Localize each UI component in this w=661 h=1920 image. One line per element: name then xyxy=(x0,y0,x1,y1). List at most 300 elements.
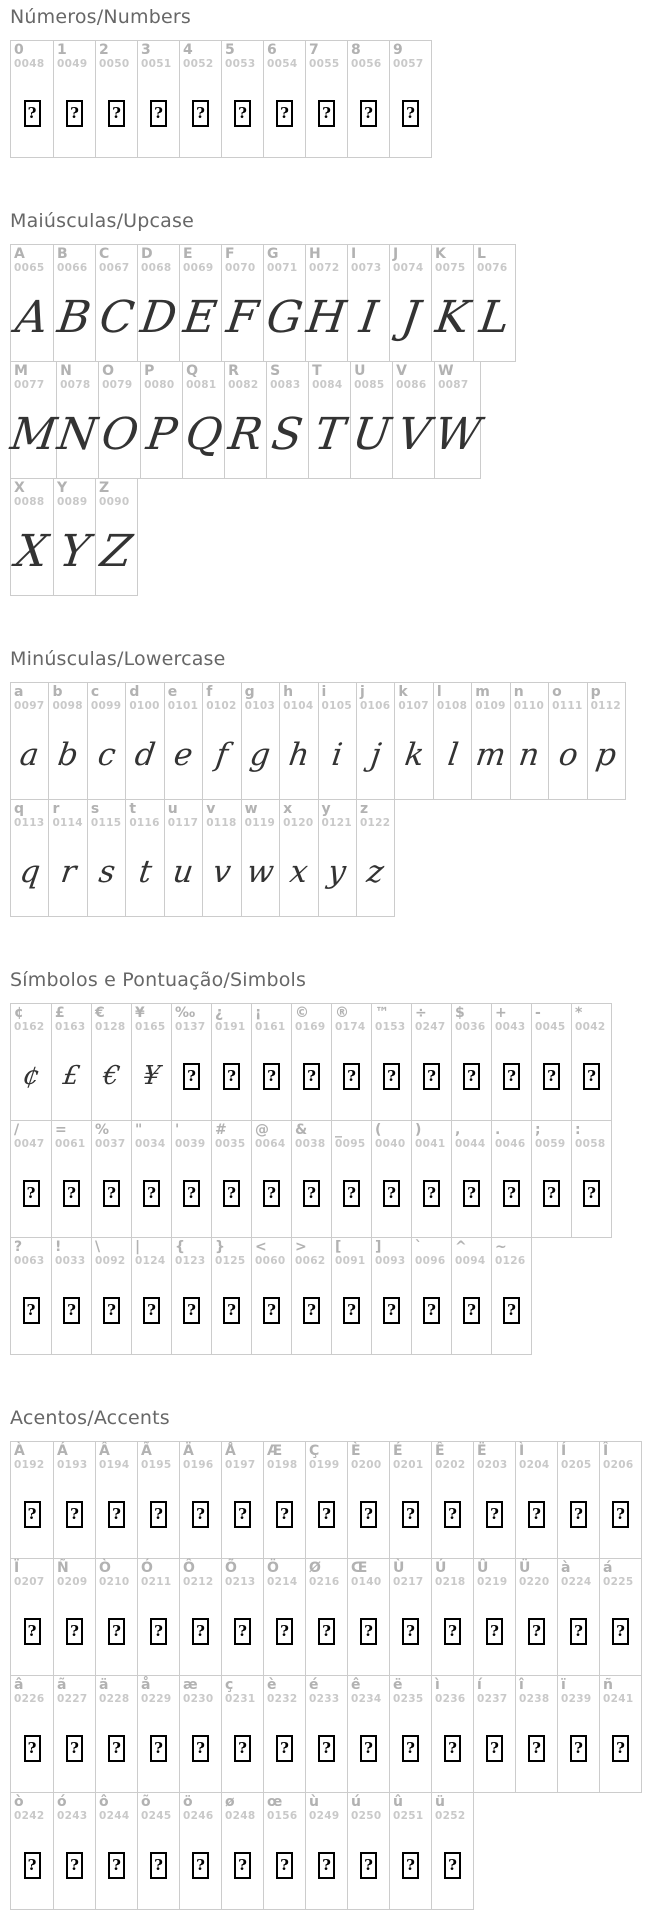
char-code: 0054 xyxy=(267,58,298,70)
char-cell-header xyxy=(492,1238,531,1271)
char-cell xyxy=(95,245,137,361)
question-mark: ? xyxy=(322,1622,331,1640)
missing-glyph-box xyxy=(402,1618,419,1645)
missing-glyph-box xyxy=(570,1735,587,1762)
question-mark: ? xyxy=(616,1622,625,1640)
char-label: d xyxy=(129,684,140,700)
char-code: 0093 xyxy=(375,1255,406,1267)
char-cell xyxy=(48,683,86,799)
char-cell xyxy=(510,683,548,799)
char-cell xyxy=(164,800,202,916)
missing-glyph-box xyxy=(276,100,293,127)
char-cell-header xyxy=(348,41,389,74)
script-glyph: Q xyxy=(181,408,226,460)
missing-glyph-box xyxy=(463,1297,480,1324)
character-map xyxy=(7,6,661,1910)
char-cell-header xyxy=(54,245,95,278)
missing-glyph-box xyxy=(66,1501,83,1528)
char-cell-header xyxy=(372,1004,411,1037)
char-glyph xyxy=(99,395,140,474)
char-label: ó xyxy=(57,1794,67,1810)
char-cell-header xyxy=(203,683,240,716)
char-cell-header xyxy=(92,1238,131,1271)
question-mark: ? xyxy=(574,1505,583,1523)
char-code: 0086 xyxy=(396,379,427,391)
char-label: ú xyxy=(351,1794,361,1810)
char-cell xyxy=(473,1676,515,1792)
question-mark: ? xyxy=(187,1067,196,1085)
char-glyph xyxy=(49,833,86,912)
char-label: ( xyxy=(375,1122,382,1138)
char-code: 0250 xyxy=(351,1810,382,1822)
char-glyph xyxy=(432,1709,473,1788)
char-cell xyxy=(11,1121,51,1237)
char-cell xyxy=(221,245,263,361)
char-code: 0058 xyxy=(575,1138,606,1150)
missing-glyph-box xyxy=(108,1618,125,1645)
char-label: ò xyxy=(14,1794,24,1810)
char-glyph xyxy=(138,1475,179,1554)
char-glyph xyxy=(222,1826,263,1905)
missing-glyph-box xyxy=(570,1501,587,1528)
char-cell-header xyxy=(309,362,350,395)
char-cell-header xyxy=(516,1559,557,1592)
script-glyph: f xyxy=(213,736,231,773)
char-label: I xyxy=(351,246,357,262)
script-glyph: u xyxy=(171,853,197,890)
font-section-numbers xyxy=(10,6,661,158)
char-glyph xyxy=(264,1475,305,1554)
char-cell-header xyxy=(348,1442,389,1475)
char-cell-header xyxy=(357,683,394,716)
char-cell-header xyxy=(11,1559,53,1592)
font-section-symbols xyxy=(10,969,661,1355)
char-code: 0091 xyxy=(335,1255,366,1267)
script-glyph: b xyxy=(55,736,81,773)
script-glyph: q xyxy=(17,853,43,890)
char-label: p xyxy=(590,684,601,700)
char-cell-header xyxy=(11,479,53,512)
char-cell xyxy=(318,800,356,916)
missing-glyph-box xyxy=(318,1501,335,1528)
char-code: 0206 xyxy=(603,1459,634,1471)
char-cell xyxy=(179,1676,221,1792)
char-cell xyxy=(251,1121,291,1237)
char-cell-header xyxy=(472,683,509,716)
char-cell xyxy=(182,362,224,478)
char-glyph xyxy=(600,1592,641,1671)
char-glyph xyxy=(372,1271,411,1350)
char-cell xyxy=(87,683,125,799)
char-label: Â xyxy=(99,1443,110,1459)
char-row xyxy=(10,40,432,158)
char-cell xyxy=(125,800,163,916)
char-glyph xyxy=(393,395,434,474)
char-cell-header xyxy=(99,362,140,395)
char-cell-header xyxy=(138,245,179,278)
script-glyph: K xyxy=(432,291,473,343)
char-cell xyxy=(91,1004,131,1120)
char-code: 0210 xyxy=(99,1576,130,1588)
char-code: 0060 xyxy=(255,1255,286,1267)
char-cell-header xyxy=(348,1559,389,1592)
char-code: 0045 xyxy=(535,1021,566,1033)
char-cell xyxy=(224,362,266,478)
question-mark: ? xyxy=(507,1301,516,1319)
char-cell-header xyxy=(572,1121,611,1154)
missing-glyph-box xyxy=(24,100,41,127)
script-glyph: a xyxy=(18,736,42,773)
char-label: 6 xyxy=(267,42,277,58)
question-mark: ? xyxy=(448,1505,457,1523)
char-cell xyxy=(491,1121,531,1237)
char-cell-header xyxy=(432,1559,473,1592)
char-code: 0051 xyxy=(141,58,172,70)
char-cell xyxy=(347,1676,389,1792)
script-glyph: Y xyxy=(56,525,93,577)
missing-glyph-box xyxy=(402,1501,419,1528)
char-cell-header xyxy=(138,41,179,74)
char-cell xyxy=(303,245,350,361)
char-code: 0249 xyxy=(309,1810,340,1822)
char-glyph xyxy=(292,1271,331,1350)
char-row xyxy=(10,478,138,596)
char-cell-header xyxy=(588,683,625,716)
missing-glyph-box xyxy=(528,1618,545,1645)
char-code: 0174 xyxy=(335,1021,366,1033)
char-cell xyxy=(137,1559,179,1675)
char-cell-header xyxy=(212,1121,251,1154)
char-cell-header xyxy=(600,1559,641,1592)
char-label: & xyxy=(295,1122,308,1138)
missing-glyph-box xyxy=(234,1735,251,1762)
char-code: 0224 xyxy=(561,1576,592,1588)
question-mark: ? xyxy=(406,1622,415,1640)
char-glyph xyxy=(180,1592,221,1671)
char-code: 0213 xyxy=(225,1576,256,1588)
char-label: ` xyxy=(415,1239,422,1255)
question-mark: ? xyxy=(67,1301,76,1319)
char-row xyxy=(10,1237,532,1355)
char-code: 0044 xyxy=(455,1138,486,1150)
char-glyph xyxy=(532,1037,571,1116)
char-cell xyxy=(571,1121,611,1237)
question-mark: ? xyxy=(196,104,205,122)
question-mark: ? xyxy=(406,1739,415,1757)
question-mark: ? xyxy=(406,1505,415,1523)
char-code: 0140 xyxy=(351,1576,382,1588)
char-label: A xyxy=(14,246,25,262)
char-glyph xyxy=(165,833,202,912)
char-label: ¿ xyxy=(215,1005,224,1021)
char-glyph xyxy=(54,1709,95,1788)
missing-glyph-box xyxy=(192,1735,209,1762)
char-glyph xyxy=(52,1037,91,1116)
char-glyph xyxy=(372,1037,411,1116)
char-cell-header xyxy=(88,683,125,716)
char-glyph xyxy=(126,716,163,795)
char-code: 0195 xyxy=(141,1459,172,1471)
script-glyph: U xyxy=(349,408,394,460)
question-mark: ? xyxy=(227,1184,236,1202)
question-mark: ? xyxy=(27,1856,37,1874)
missing-glyph-box xyxy=(423,1180,440,1207)
char-cell-header xyxy=(532,1004,571,1037)
char-code: 0070 xyxy=(225,262,256,274)
char-cell-header xyxy=(357,800,394,833)
char-cell-header xyxy=(88,800,125,833)
char-label: u xyxy=(167,801,178,817)
char-glyph xyxy=(432,1592,473,1671)
char-cell-header xyxy=(390,1559,431,1592)
char-cell-header xyxy=(264,1442,305,1475)
script-glyph: P xyxy=(143,408,180,460)
question-mark: ? xyxy=(490,1622,499,1640)
missing-glyph-box xyxy=(486,1735,503,1762)
char-code: 0056 xyxy=(351,58,382,70)
char-code: 0090 xyxy=(99,496,130,508)
char-glyph xyxy=(474,1592,515,1671)
missing-glyph-box xyxy=(503,1180,520,1207)
char-cell-header xyxy=(264,1793,305,1826)
char-cell-header xyxy=(54,41,95,74)
char-row xyxy=(7,361,484,479)
char-cell xyxy=(221,1442,263,1558)
char-glyph xyxy=(11,1271,51,1350)
char-glyph xyxy=(474,1475,515,1554)
char-label: Ú xyxy=(435,1560,447,1576)
char-cell-header xyxy=(264,245,305,278)
char-glyph xyxy=(180,1826,221,1905)
char-cell xyxy=(305,1442,347,1558)
char-cell-header xyxy=(516,1676,557,1709)
missing-glyph-box xyxy=(402,1735,419,1762)
missing-glyph-box xyxy=(143,1297,160,1324)
char-cell-header xyxy=(434,683,471,716)
char-glyph xyxy=(11,1709,53,1788)
char-cell-header xyxy=(306,1676,347,1709)
char-code: 0122 xyxy=(359,817,391,829)
char-cell xyxy=(51,1238,91,1354)
script-glyph: M xyxy=(7,408,60,460)
char-code: 0104 xyxy=(283,700,314,712)
question-mark: ? xyxy=(322,1856,331,1874)
char-label: j xyxy=(359,684,365,700)
char-label: + xyxy=(495,1005,507,1021)
char-cell xyxy=(11,1793,53,1909)
char-cell xyxy=(599,1559,641,1675)
char-label: < xyxy=(255,1239,267,1255)
char-glyph xyxy=(54,1826,95,1905)
char-glyph xyxy=(588,716,625,795)
question-mark: ? xyxy=(280,1622,289,1640)
char-label: ì xyxy=(435,1677,440,1693)
char-glyph xyxy=(180,1475,221,1554)
char-label: Û xyxy=(477,1560,489,1576)
char-cell xyxy=(263,1442,305,1558)
script-glyph: S xyxy=(268,408,307,460)
char-glyph xyxy=(212,1037,251,1116)
char-label: o xyxy=(552,684,562,700)
question-mark: ? xyxy=(322,104,331,122)
question-mark: ? xyxy=(448,1739,457,1757)
missing-glyph-box xyxy=(503,1297,520,1324)
char-code: 0193 xyxy=(57,1459,88,1471)
char-label: > xyxy=(295,1239,307,1255)
char-label: q xyxy=(14,801,25,817)
char-cell xyxy=(202,800,240,916)
char-code: 0039 xyxy=(175,1138,206,1150)
missing-glyph-box xyxy=(108,1501,125,1528)
missing-glyph-box xyxy=(24,1852,41,1879)
char-cell xyxy=(53,1676,95,1792)
char-label: M xyxy=(14,363,28,379)
char-glyph xyxy=(472,716,509,795)
char-glyph xyxy=(11,716,48,795)
char-glyph xyxy=(492,1154,531,1233)
char-label: s xyxy=(90,801,100,817)
missing-glyph-box xyxy=(23,1297,40,1324)
char-cell xyxy=(531,1121,571,1237)
section-title: Minúsculas/Lowercase xyxy=(10,648,226,670)
char-cell-header xyxy=(138,1442,179,1475)
char-cell xyxy=(371,1004,411,1120)
char-cell xyxy=(263,41,305,157)
char-code: 0035 xyxy=(215,1138,246,1150)
char-cell xyxy=(291,1004,331,1120)
missing-glyph-box xyxy=(103,1297,120,1324)
missing-glyph-box xyxy=(402,100,419,127)
char-label: © xyxy=(295,1005,309,1021)
missing-glyph-box xyxy=(402,1852,419,1879)
question-mark: ? xyxy=(507,1067,516,1085)
char-code: 0227 xyxy=(57,1693,88,1705)
char-glyph xyxy=(511,716,548,795)
char-glyph xyxy=(54,1592,95,1671)
char-code: 0212 xyxy=(183,1576,214,1588)
char-glyph xyxy=(172,1154,211,1233)
char-cell xyxy=(48,800,86,916)
char-cell-header xyxy=(54,1442,95,1475)
char-glyph xyxy=(357,716,394,795)
char-label: á xyxy=(603,1560,613,1576)
char-code: 0207 xyxy=(14,1576,45,1588)
char-cell-header xyxy=(292,1121,331,1154)
char-label: Z xyxy=(99,480,110,496)
question-mark: ? xyxy=(26,1184,36,1202)
char-cell xyxy=(291,1121,331,1237)
char-glyph xyxy=(11,833,48,912)
char-cell xyxy=(51,1004,91,1120)
char-glyph xyxy=(390,1475,431,1554)
char-glyph xyxy=(222,1592,263,1671)
char-glyph xyxy=(264,1826,305,1905)
script-glyph: h xyxy=(286,736,312,773)
missing-glyph-box xyxy=(360,1618,377,1645)
char-cell xyxy=(433,683,471,799)
char-cell-header xyxy=(92,1004,131,1037)
char-row xyxy=(10,1558,642,1676)
char-cell xyxy=(53,1442,95,1558)
char-cell xyxy=(557,1676,599,1792)
char-cell xyxy=(251,1238,291,1354)
script-glyph: o xyxy=(556,736,580,773)
char-glyph xyxy=(431,395,484,474)
question-mark: ? xyxy=(347,1184,356,1202)
char-label: Q xyxy=(186,363,198,379)
char-code: 0237 xyxy=(477,1693,508,1705)
question-mark: ? xyxy=(187,1184,196,1202)
question-mark: ? xyxy=(616,1739,625,1757)
char-code: 0064 xyxy=(255,1138,286,1150)
missing-glyph-box xyxy=(444,1735,461,1762)
char-glyph xyxy=(600,1475,641,1554)
char-glyph xyxy=(332,1271,371,1350)
char-cell-header xyxy=(348,245,389,278)
char-cell xyxy=(599,1676,641,1792)
char-glyph xyxy=(92,1037,131,1116)
question-mark: ? xyxy=(27,1622,37,1640)
char-label: € xyxy=(95,1005,105,1021)
char-cell xyxy=(291,1238,331,1354)
char-cell-header xyxy=(351,362,392,395)
char-cell-header xyxy=(52,1121,91,1154)
char-label: W xyxy=(438,363,454,379)
char-code: 0057 xyxy=(393,58,424,70)
missing-glyph-box xyxy=(343,1297,360,1324)
char-glyph xyxy=(306,1826,347,1905)
question-mark: ? xyxy=(387,1301,396,1319)
question-mark: ? xyxy=(427,1184,436,1202)
script-glyph: D xyxy=(137,291,180,343)
char-code: 0053 xyxy=(225,58,256,70)
char-cell-header xyxy=(242,683,279,716)
char-label: å xyxy=(141,1677,151,1693)
char-label: J xyxy=(393,246,399,262)
char-label: x xyxy=(283,801,293,817)
char-cell-header xyxy=(126,683,163,716)
char-code: 0124 xyxy=(135,1255,166,1267)
char-code: 0087 xyxy=(438,379,469,391)
char-label: 9 xyxy=(393,42,403,58)
char-code: 0066 xyxy=(57,262,88,274)
char-glyph xyxy=(348,1826,389,1905)
question-mark: ? xyxy=(574,1739,583,1757)
script-glyph: F xyxy=(223,291,262,343)
missing-glyph-box xyxy=(263,1297,280,1324)
question-mark: ? xyxy=(507,1184,516,1202)
char-code: 0043 xyxy=(495,1021,526,1033)
char-code: 0225 xyxy=(603,1576,634,1588)
script-glyph: i xyxy=(329,736,345,773)
char-label: . xyxy=(495,1122,501,1138)
char-cell xyxy=(164,683,202,799)
char-cell-header xyxy=(474,245,515,278)
missing-glyph-box xyxy=(528,1735,545,1762)
question-mark: ? xyxy=(154,1856,163,1874)
char-code: 0033 xyxy=(55,1255,86,1267)
missing-glyph-box xyxy=(150,1501,167,1528)
char-cell-header xyxy=(264,41,305,74)
missing-glyph-box xyxy=(503,1063,520,1090)
char-cell xyxy=(347,245,389,361)
char-cell xyxy=(179,41,221,157)
char-code: 0117 xyxy=(167,817,199,829)
char-cell-header xyxy=(600,1676,641,1709)
script-glyph: ¥ xyxy=(141,1060,162,1091)
char-label: ] xyxy=(375,1239,382,1255)
question-mark: ? xyxy=(112,1856,121,1874)
